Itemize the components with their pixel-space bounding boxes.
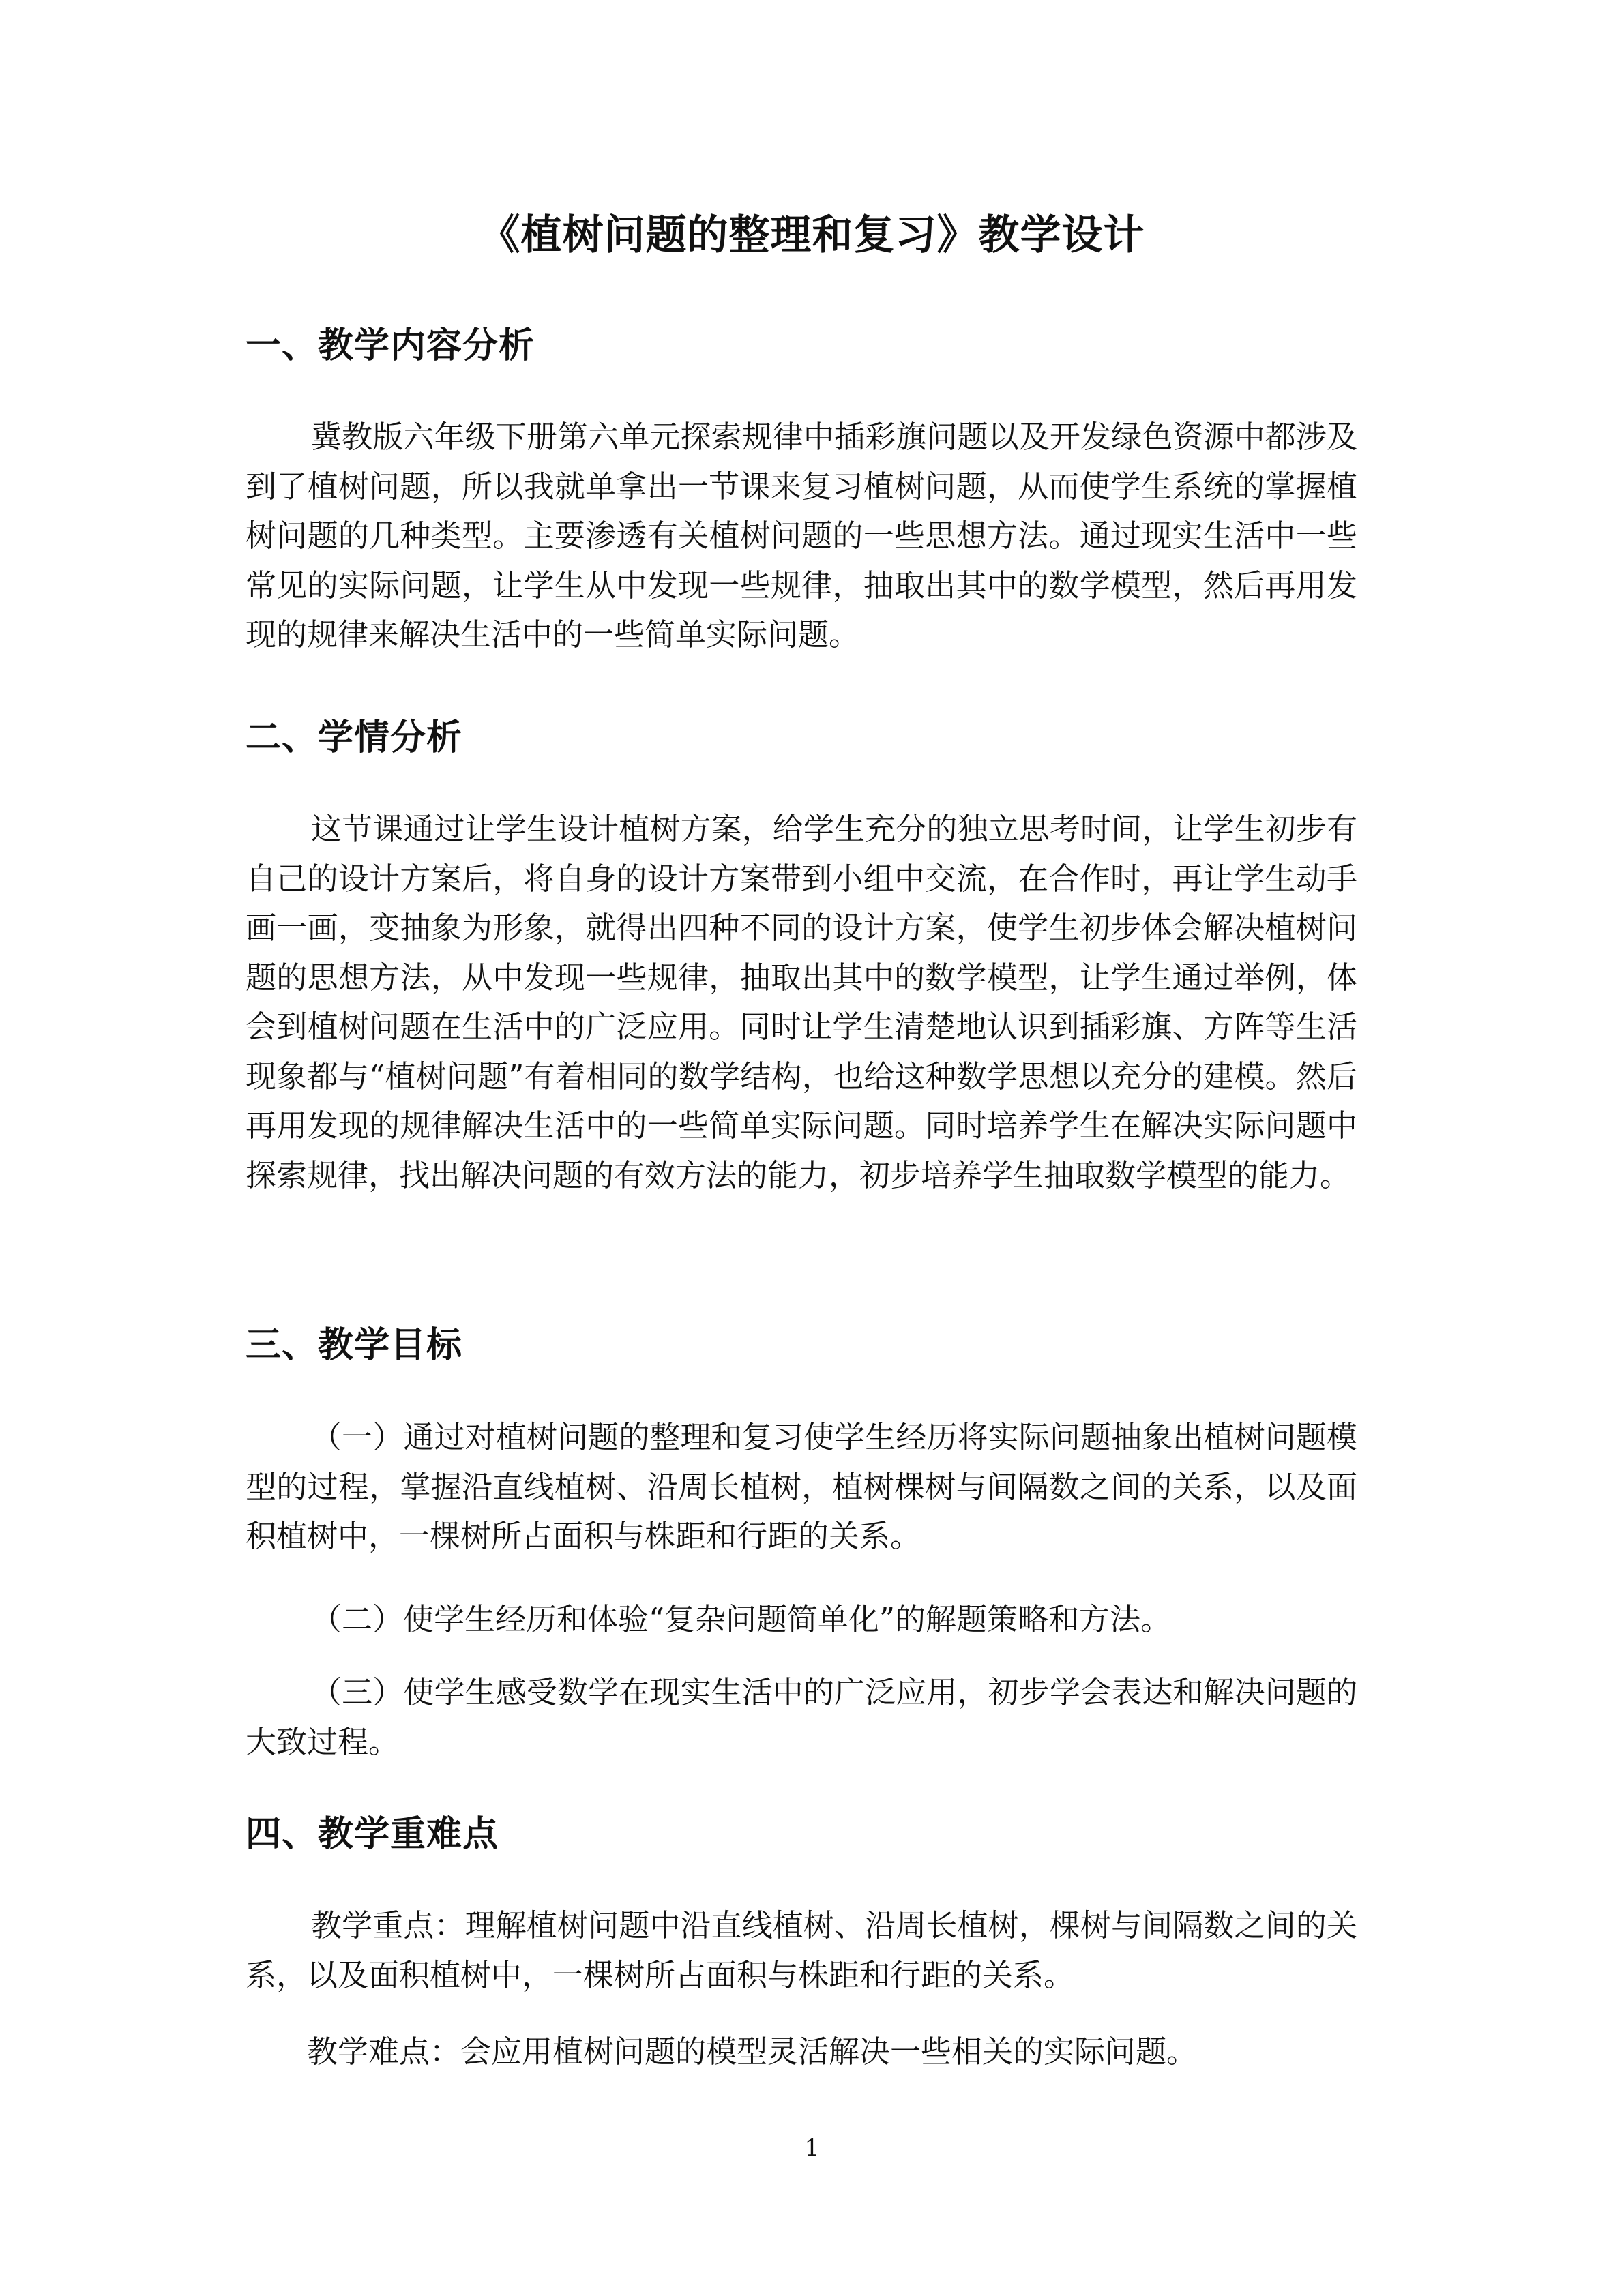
paragraph-difficult-point: 教学难点：会应用植树问题的模型灵活解决一些相关的实际问题。 (307, 2033, 1198, 2070)
section-heading-student-analysis: 二、学情分析 (246, 717, 463, 758)
paragraph-objective-2: （二）使学生经历和体验“复杂问题简单化”的解题策略和方法。 (311, 1601, 1172, 1637)
document-title: 《植树问题的整理和复习》教学设计 (479, 211, 1145, 259)
page-number: 1 (804, 2134, 820, 2162)
section-heading-content-analysis: 一、教学内容分析 (246, 325, 535, 366)
paragraph-objective-1: （一）通过对植树问题的整理和复习使学生经历将实际问题抽象出植树问题模型的过程，掌握沿直线植树、沿周长植树，植树棵树与间隔数之间的关系，以及面积植树中，一棵树所占面积与株距和行距的关系。 (246, 1419, 1357, 1554)
paragraph-key-point: 教学重点：理解植树问题中沿直线植树、沿周长植树，棵树与间隔数之间的关系，以及面积植树中，一棵树所占面积与株距和行距的关系。 (246, 1907, 1357, 1993)
paragraph-student-analysis: 这节课通过让学生设计植树方案，给学生充分的独立思考时间，让学生初步有自己的设计方案后，将自身的设计方案带到小组中交流，在合作时，再让学生动手画一画，变抽象为形象，就得出四种不同的设计方案，使学生初步体会解决植树问题的思想方法，从中发现一些规律，抽取出其中的数学模型，让学生通过举例，体会到植树问题在生活中的广泛应用。同时让学生清楚地认识到插彩旗、方阵等生活现象都与“植树问题”有着相同的数学结构，也给这种数学思想以充分的建模。然后再用发现的规律解决生活中的一些简单实际问题。同时培养学生在解决实际问题中探索规律，找出解决问题的有效方法的能力，初步培养学生抽取数学模型的能力。 (246, 811, 1357, 1193)
section-heading-key-difficult-points: 四、教学重难点 (246, 1814, 499, 1855)
section-heading-teaching-objectives: 三、教学目标 (246, 1325, 463, 1366)
paragraph-objective-3: （三）使学生感受数学在现实生活中的广泛应用，初步学会表达和解决问题的大致过程。 (246, 1674, 1357, 1760)
paragraph-content-analysis: 冀教版六年级下册第六单元探索规律中插彩旗问题以及开发绿色资源中都涉及到了植树问题，所以我就单拿出一节课来复习植树问题，从而使学生系统的掌握植树问题的几种类型。主要渗透有关植树问题的一些思想方法。通过现实生活中一些常见的实际问题，让学生从中发现一些规律，抽取出其中的数学模型，然后再用发现的规律来解决生活中的一些简单实际问题。 (246, 419, 1357, 653)
